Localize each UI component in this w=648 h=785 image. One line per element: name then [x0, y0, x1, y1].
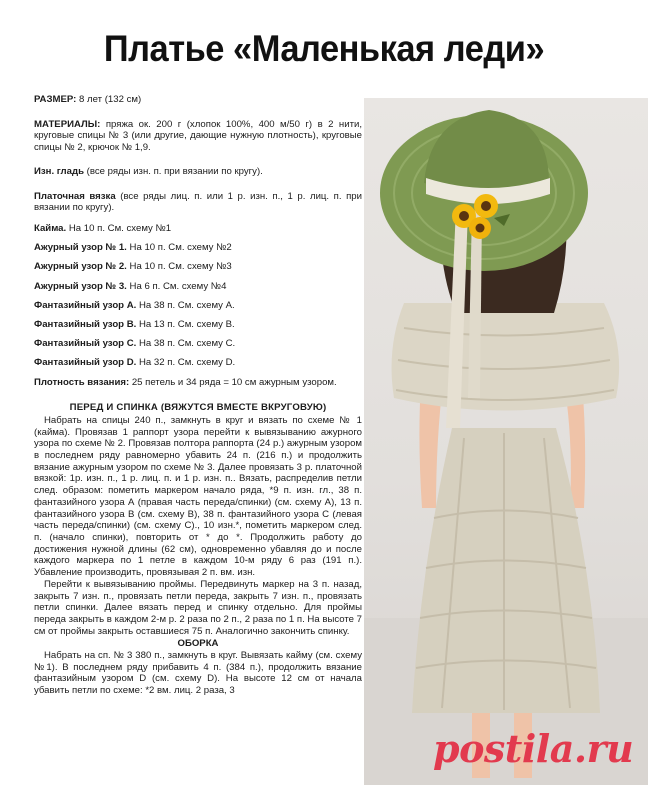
spec-value: (все ряды изн. п. при вязании по кругу). [83, 165, 263, 177]
materials-line [34, 119, 362, 154]
spec-value: На 10 п. См. схему №1 [66, 222, 172, 234]
spec-label: Ажурный узор № 1. [34, 242, 127, 254]
size-value: 8 лет (132 см) [76, 94, 142, 105]
front-back-paragraph: Перейти к вывязыванию проймы. Передвинуть маркер на 3 п. назад, закрыть 7 изн. п., провязать петли переда, закрыть 7 изн. п., провязать петли спинки. Далее вязать перед и спинку отдельно. Для проймы переда закрыть в каждом 2-м р. 2 раза по 2 п., 2 раза по 1 п. На высоте 7 см от проймы закрыть оставшиеся 75 п. Аналогично закончить спинку. [34, 578, 363, 637]
spec-line [34, 166, 362, 178]
text-column [34, 94, 362, 697]
spec-line [34, 261, 362, 273]
size-label: РАЗМЕР: [34, 94, 77, 105]
spec-value: 25 петель и 34 ряда = 10 см ажурным узором. [129, 376, 337, 388]
page-title: Платье «Маленькая леди» [103, 28, 545, 69]
spec-line [34, 357, 362, 369]
spec-value: На 32 п. См. схему D. [136, 357, 236, 369]
spec-label: Фантазийный узор А. [34, 299, 137, 311]
size-line [34, 94, 362, 106]
spec-label: Ажурный узор № 3. [34, 280, 127, 292]
spec-line [34, 338, 362, 350]
spec-line [34, 191, 362, 214]
spec-label: Платочная вязка [34, 190, 116, 202]
spec-line [34, 242, 362, 254]
front-back-heading: ПЕРЕД И СПИНКА (ВЯЖУТСЯ ВМЕСТЕ ВКРУГОВУЮ) [69, 402, 327, 414]
front-back-paragraph: Набрать на спицы 240 п., замкнуть в круг и вязать по схеме № 1 (кайма). Провязав 1 раппорт узора перейти к вывязыванию ажурного узора по схеме № 2. Провязав полтора раппорта (24 р.) ажурным узором в последнем ряду равномерно убавить 24 п. (216 п.) и продолжить вязание ажурным узором по схеме № 3. Далее провязать 3 р. платочной вязкой: 1р. изн. п., 1 р. лиц. п. и 1 р. изн. п.. Вязать, распределив петли след. образом: пометить маркером начало ряда, *9 п. изн. гл., 38 п. фантазийного узора А (правая часть переда/спинки) (см. схему А), 13 п. фантазийного узора В (см. схему В), 38 п. фантазийного узора С (левая часть переда/спинки) (см. схему С)., 10 изн.*, пометить маркером след. п. (начало спинки), повторить от * до *. Продолжить работу до достижения нужной длины (62 см), одновременно убавляя до и после каждого маркера по 1 петле в каждом 10-м ряду 6 раз (191 п.). Убавление производить, провязывая 2 п. вм. изн. [34, 414, 362, 579]
spec-line [34, 281, 362, 293]
spec-line [34, 377, 362, 389]
spec-label: Фантазийный узор С. [34, 338, 137, 350]
spec-value: На 38 п. См. схему А. [136, 299, 235, 311]
spec-label: Фантазийный узор D. [34, 357, 137, 369]
logo-dot: . [573, 726, 587, 771]
spec-label: Изн. гладь [34, 165, 84, 177]
spec-value: На 38 п. См. схему С. [136, 338, 236, 350]
materials-label: МАТЕРИАЛЫ: [34, 118, 101, 130]
logo-tld: ru [586, 726, 634, 771]
oborka-heading: ОБОРКА [177, 638, 219, 650]
spec-value: На 10 п. См. схему №3 [126, 261, 232, 273]
spec-value: На 6 п. См. схему №4 [126, 280, 227, 292]
spec-label: Ажурный узор № 2. [34, 261, 127, 273]
logo-text: postila [433, 726, 574, 771]
materials-value: пряжа ок. 200 г (хлопок 100%, 400 м/50 г) в 2 нити, круговые спицы № 3 (или другие, дающие нужную плотность), круговые спицы № 2, крючок № 1,9. [34, 118, 362, 154]
spec-value: На 13 п. См. схему В. [136, 318, 235, 330]
spec-line [34, 319, 362, 331]
girl-photo [364, 98, 648, 785]
postila-logo [433, 726, 633, 771]
girl-illustration [364, 98, 648, 785]
spec-value: (все ряды лиц. п. или 1 р. изн. п., 1 р. лиц. п. при вязании по кругу). [34, 190, 362, 214]
spec-value: На 10 п. См. схему №2 [126, 242, 232, 254]
spec-label: Фантазийный узор В. [34, 318, 137, 330]
spec-label: Кайма. [34, 222, 67, 234]
spec-line [34, 300, 362, 312]
spec-label: Плотность вязания: [34, 376, 130, 388]
spec-line [34, 223, 362, 235]
oborka-paragraph: Набрать на сп. № 3 380 п., замкнуть в круг. Вывязать кайму (см. схему №1). В последнем ряду прибавить 4 п. (384 п.), продолжить вязание фантазийным узором D (см. схему D). На высоте 12 см от начала убавить петли по схеме: *2 вм. лиц. 2 раза, 3 [34, 650, 362, 697]
